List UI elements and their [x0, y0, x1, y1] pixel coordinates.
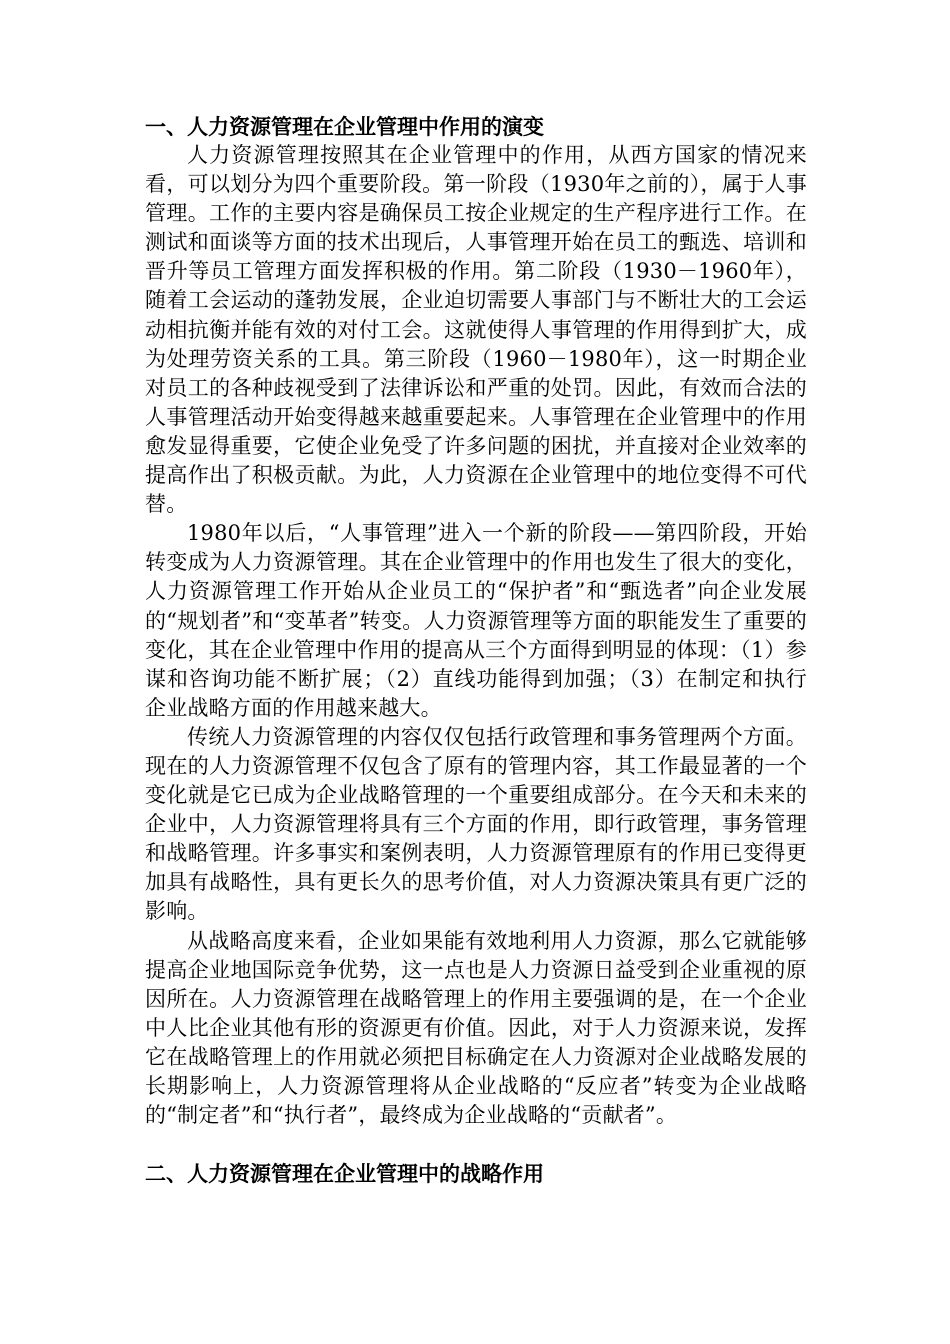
paragraph-3: 传统人力资源管理的内容仅仅包括行政管理和事务管理两个方面。现在的人力资源管理不仅包含了原有的管理内容，其工作最显著的一个变化就是它已成为企业战略管理的一个重要组成部分。在今天和未来的企业中，人力资源管理将具有三个方面的作用，即行政管理，事务管理和战略管理。许多事实和案例表明，人力资源管理原有的作用已变得更加具有战略性，具有更长久的思考价值，对人力资源决策具有更广泛的影响。	[145, 724, 807, 924]
section-1-heading: 一、人力资源管理在企业管理中作用的演变	[145, 114, 544, 139]
paragraph-1: 人力资源管理按照其在企业管理中的作用，从西方国家的情况来看，可以划分为四个重要阶段。第一阶段（1930年之前的），属于人事管理。工作的主要内容是确保员工按企业规定的生产程序进行工作。在测试和面谈等方面的技术出现后，人事管理开始在员工的甄选、培训和晋升等员工管理方面发挥积极的作用。第二阶段（1930－1960年），随着工会运动的蓬勃发展，企业迫切需要人事部门与不断壮大的工会运动相抗衡并能有效的对付工会。这就使得人事管理的作用得到扩大，成为处理劳资关系的工具。第三阶段（1960－1980年），这一时期企业对员工的各种歧视受到了法律诉讼和严重的处罚。因此，有效而合法的人事管理活动开始变得越来越重要起来。人事管理在企业管理中的作用愈发显得重要，它使企业免受了许多问题的困扰，并直接对企业效率的提高作出了积极贡献。为此，人力资源在企业管理中的地位变得不可代替。	[145, 143, 807, 517]
paragraph-2: 1980年以后，“人事管理”进入一个新的阶段——第四阶段，开始转变成为人力资源管理。其在企业管理中的作用也发生了很大的变化，人力资源管理工作开始从企业员工的“保护者”和“甄选者”向企业发展的“规划者”和“变革者”转变。人力资源管理等方面的职能发生了重要的变化，其在企业管理中作用的提高从三个方面得到明显的体现：（1）参谋和咨询功能不断扩展；（2）直线功能得到加强；（3）在制定和执行企业战略方面的作用越来越大。	[145, 521, 807, 720]
section-2-heading: 二、人力资源管理在企业管理中的战略作用	[145, 1161, 544, 1187]
document-page	[145, 112, 807, 1188]
paragraph-4: 从战略高度来看，企业如果能有效地利用人力资源，那么它就能够提高企业地国际竞争优势，这一点也是人力资源日益受到企业重视的原因所在。人力资源管理在战略管理上的作用主要强调的是，在一个企业中人比企业其他有形的资源更有价值。因此，对于人力资源来说，发挥它在战略管理上的作用就必须把目标确定在人力资源对企业战略发展的长期影响上，人力资源管理将从企业战略的“反应者”转变为企业战略的“制定者”和“执行者”，最终成为企业战略的“贡献者”。	[145, 928, 807, 1128]
